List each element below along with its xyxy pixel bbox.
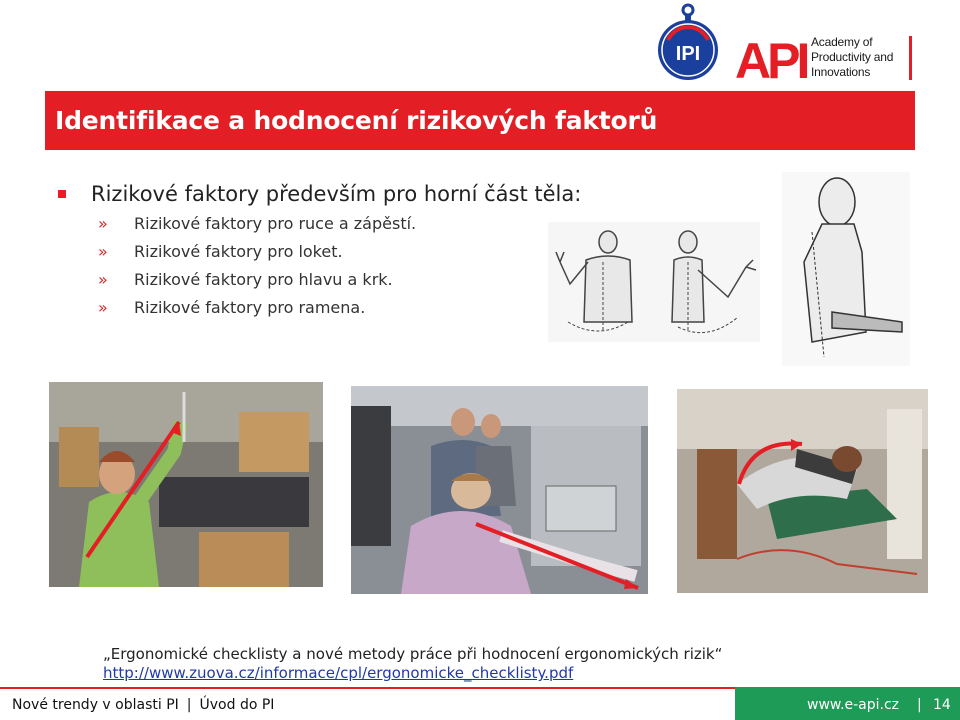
footer-course-name: Nové trendy v oblasti PI xyxy=(12,697,179,713)
footer-breadcrumb xyxy=(0,689,274,720)
footer-section-name: Úvod do PI xyxy=(199,697,275,713)
title-bar xyxy=(45,91,915,150)
sub-bullet: » Rizikové faktory pro ruce a zápěstí. xyxy=(55,210,675,238)
double-chevron-icon: » xyxy=(98,298,108,317)
api-logo xyxy=(735,34,915,82)
api-logo-mark: API xyxy=(735,34,807,82)
photo-worker-bending xyxy=(677,389,928,593)
photo-worker-overhead-reach xyxy=(49,382,323,587)
arm-forward-posture-illustration xyxy=(782,172,910,366)
footer xyxy=(0,687,960,720)
footer-info-box xyxy=(735,687,960,720)
slide-title: Identifikace a hodnocení rizikových faktorů xyxy=(55,106,658,135)
double-chevron-icon: » xyxy=(98,214,108,233)
sub-bullet: » Rizikové faktory pro loket. xyxy=(55,238,675,266)
bullet-square-icon xyxy=(58,190,66,198)
source-caption: „Ergonomické checklisty a nové metody práce při hodnocení ergonomických rizik“ xyxy=(103,645,723,663)
ipi-logo-text: IPI xyxy=(675,43,701,65)
ipi-logo xyxy=(656,2,720,82)
sub-bullet: » Rizikové faktory pro hlavu a krk. xyxy=(55,266,675,294)
sub-bullet: » Rizikové faktory pro ramena. xyxy=(55,294,675,322)
double-chevron-icon: » xyxy=(98,242,108,261)
bullet-main: Rizikové faktory především pro horní část těla: xyxy=(55,178,675,210)
shoulder-posture-illustration xyxy=(548,222,760,342)
footer-website: www.e-api.cz xyxy=(807,697,900,713)
footer-separator: | xyxy=(186,697,192,713)
double-chevron-icon: » xyxy=(98,270,108,289)
api-logo-divider xyxy=(909,36,912,80)
footer-separator: | xyxy=(917,697,922,713)
api-logo-tagline: Academy of Productivity and Innovations xyxy=(811,35,894,79)
photo-assembly-line xyxy=(351,386,648,594)
page-number: 14 xyxy=(933,697,951,713)
source-link[interactable]: http://www.zuova.cz/informace/cpl/ergonomicke_checklisty.pdf xyxy=(103,664,574,682)
